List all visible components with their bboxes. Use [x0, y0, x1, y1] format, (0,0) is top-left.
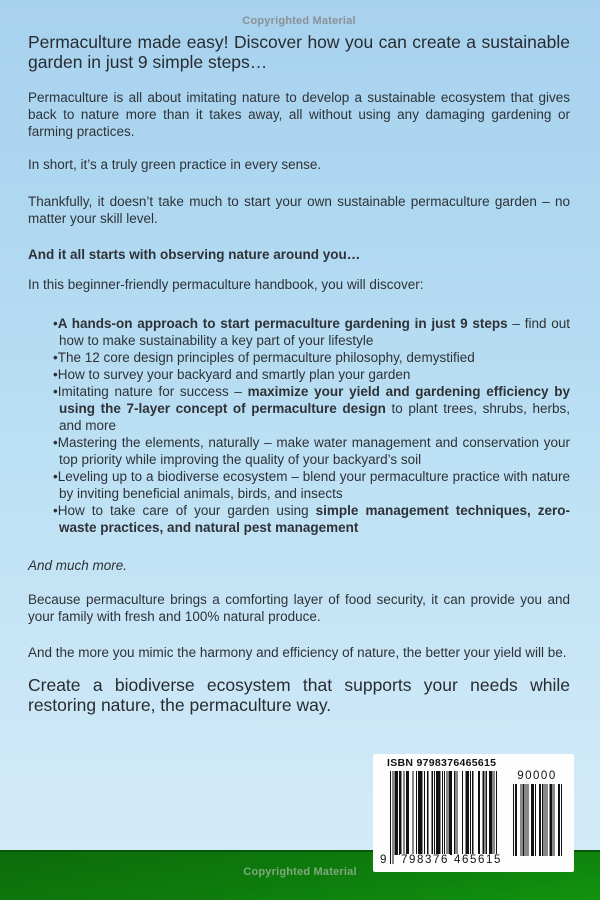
headline: Permaculture made easy! Discover how you can create a sustainable garden in just 9 simple steps… [28, 32, 570, 72]
much-more-line: And much more. [28, 558, 128, 573]
closing-call-to-action: Create a biodiverse ecosystem that supports your needs while restoring nature, the permaculture way. [28, 675, 570, 715]
barcode-main-bars-icon [390, 771, 497, 864]
list-item: • How to survey your backyard and smartly plan your garden [53, 366, 570, 383]
barcode-panel [373, 754, 574, 872]
skill-level-paragraph: Thankfully, it doesn’t take much to start your own sustainable permaculture garden – no matter your skill level. [28, 194, 570, 226]
discover-list [28, 315, 570, 536]
list-item: • Imitating nature for success – maximize your yield and gardening efficiency by using the 7-layer concept of permaculture design to plant trees, shrubs, herbs, and more [53, 383, 570, 434]
barcode-addon-bars-icon [512, 784, 562, 856]
ean13-barcode [380, 771, 502, 869]
ean5-addon-barcode [512, 770, 562, 856]
list-item: • How to take care of your garden using simple management techniques, zero-waste practices, and natural pest management [53, 502, 570, 536]
intro-paragraph: Permaculture is all about imitating nature to develop a sustainable ecosystem that gives back to nature more than it takes away, all without using any damaging gardening or farming practices. [28, 90, 570, 139]
list-item: • A hands-on approach to start permaculture gardening in just 9 steps – find out how to make sustainability a key part of your lifestyle [53, 315, 570, 349]
green-practice-paragraph: In short, it’s a truly green practice in every sense. [28, 157, 322, 172]
isbn-label: ISBN 9798376465615 [387, 757, 497, 769]
list-item: • Mastering the elements, naturally – make water management and conservation your top priority while improving the quality of your backyard’s soil [53, 434, 570, 468]
price-code: 90000 [517, 770, 557, 782]
ean-digits-group2: 465615 [454, 854, 502, 866]
observing-nature-paragraph: And it all starts with observing nature around you… [28, 247, 361, 262]
list-item: • Leveling up to a biodiverse ecosystem – blend your permaculture practice with nature by inviting beneficial animals, birds, and insects [53, 468, 570, 502]
copyright-notice-bottom: Copyrighted Material [243, 866, 357, 878]
copyright-notice-top: Copyrighted Material [242, 15, 356, 27]
discover-intro-paragraph: In this beginner-friendly permaculture handbook, you will discover: [28, 277, 424, 292]
ean-lead-digit: 9 [380, 854, 387, 866]
food-security-paragraph: Because permaculture brings a comforting layer of food security, it can provide you and your family with fresh and 100% natural produce. [28, 592, 570, 624]
list-item: • The 12 core design principles of permaculture philosophy, demystified [53, 349, 570, 366]
ean-digits-group1: 798376 [401, 854, 449, 866]
cover-text-content [28, 0, 570, 715]
ean-digit-groups [390, 854, 505, 866]
yield-paragraph: And the more you mimic the harmony and efficiency of nature, the better your yield will be. [28, 645, 567, 660]
